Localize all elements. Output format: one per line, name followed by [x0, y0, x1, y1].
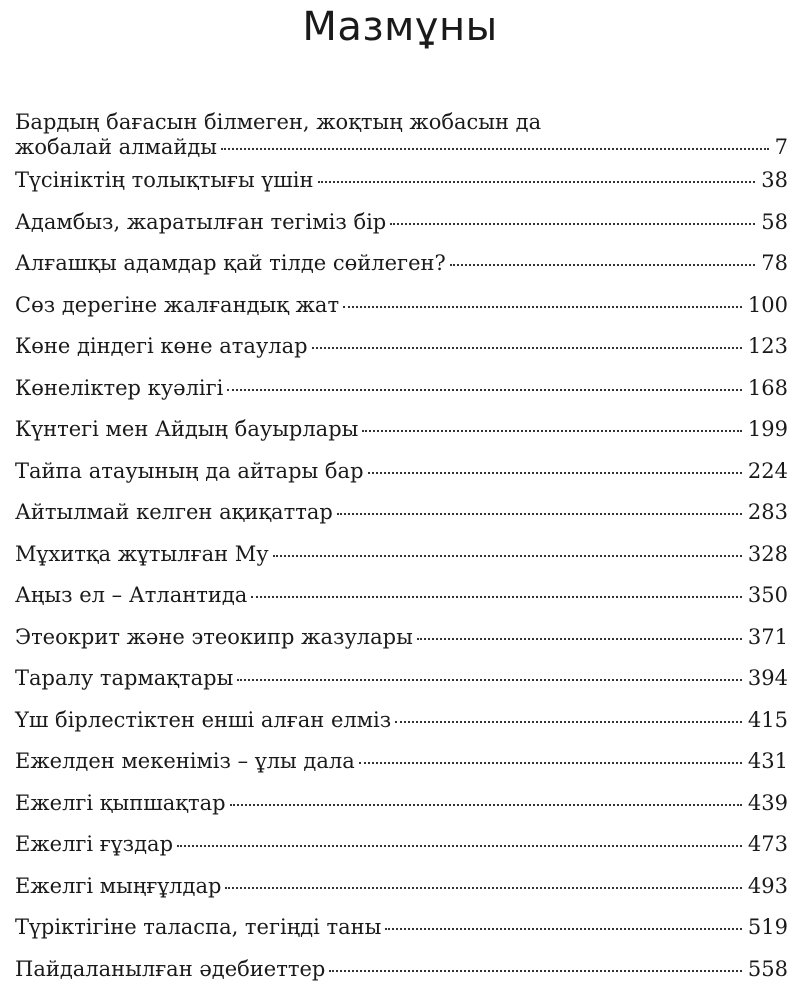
toc-entry-title: Адамбыз, жаратылған тегіміз бір	[15, 209, 387, 234]
toc-entry	[15, 666, 788, 708]
toc-entry	[15, 874, 788, 916]
toc-entry-page: 493	[747, 873, 788, 898]
dot-leader	[251, 596, 742, 598]
dot-leader	[318, 181, 756, 183]
toc-entry-title: Ежелгі мыңғұлдар	[15, 873, 222, 898]
toc-entry	[15, 110, 788, 168]
toc-entry-page: 199	[747, 417, 788, 441]
dot-leader	[273, 555, 742, 557]
toc-entry-page: 473	[747, 832, 788, 856]
toc-entry-page: 283	[747, 500, 788, 524]
dot-leader	[390, 223, 755, 225]
toc-entry-page: 431	[747, 749, 788, 773]
toc-entry-page: 168	[747, 375, 788, 400]
toc-entry-title: Көне діндегі көне атаулар	[15, 334, 308, 358]
toc-entry	[15, 293, 788, 335]
toc-entry-page: 123	[747, 334, 788, 358]
toc-entry-page: 439	[747, 790, 788, 815]
toc-entry-title: Түріктігіне таласпа, тегіңді таны	[15, 915, 382, 939]
toc-entry	[15, 708, 788, 750]
dot-leader	[343, 306, 742, 308]
toc-entry	[15, 210, 788, 252]
toc-entry-page: 224	[747, 458, 788, 483]
dot-leader	[359, 762, 742, 764]
toc-entry	[15, 915, 788, 957]
toc-entry-title: Таралу тармақтары	[15, 666, 234, 690]
dot-leader	[395, 721, 742, 723]
dot-leader	[227, 389, 742, 391]
dot-leader	[417, 638, 742, 640]
dot-leader	[368, 472, 742, 474]
toc-entry-title: Этеокрит және этеокипр жазулары	[15, 624, 413, 649]
toc-entry	[15, 251, 788, 293]
toc-entry-page: 38	[761, 168, 788, 192]
toc-entry-title: Үш бірлестіктен енші алған елміз	[15, 707, 392, 732]
toc-entry-title: Тайпа атауының да айтары бар	[15, 458, 364, 483]
dot-leader	[450, 264, 756, 266]
dot-leader	[221, 148, 769, 150]
dot-leader	[230, 804, 742, 806]
dot-leader	[177, 845, 742, 847]
toc-entry	[15, 376, 788, 418]
toc-entry-page: 58	[761, 209, 788, 234]
toc-entry-page: 558	[747, 956, 788, 981]
toc-entry	[15, 625, 788, 667]
toc-entry-page: 519	[747, 915, 788, 939]
toc-entry-title: Күнтегі мен Айдың бауырлары	[15, 417, 359, 441]
dot-leader	[362, 430, 742, 432]
dot-leader	[337, 513, 742, 515]
dot-leader	[225, 887, 741, 889]
dot-leader	[385, 928, 742, 930]
toc-entry-page: 394	[747, 666, 788, 690]
toc-entry	[15, 957, 788, 999]
toc-entry-title: Алғашқы адамдар қай тілде сөйлеген?	[15, 251, 446, 275]
toc-entry-title: Аңыз ел – Атлантида	[15, 583, 248, 607]
toc-entry	[15, 542, 788, 584]
page-title: Мазмұны	[302, 4, 498, 50]
toc-entry-title: Айтылмай келген ақиқаттар	[15, 500, 333, 524]
toc-entry	[15, 417, 788, 459]
dot-leader	[312, 347, 742, 349]
toc-entry-title: Ежелгі қыпшақтар	[15, 790, 226, 815]
toc-entry-title: Түсініктің толықтығы үшін	[15, 168, 314, 192]
toc-entry	[15, 168, 788, 210]
table-of-contents	[15, 110, 788, 998]
toc-entry-title: Ежелгі ғұздар	[15, 832, 174, 856]
toc-entry	[15, 832, 788, 874]
toc-entry	[15, 334, 788, 376]
dot-leader	[329, 970, 742, 972]
toc-entry	[15, 459, 788, 501]
toc-entry-title: жобалай алмайды	[15, 135, 218, 159]
toc-entry-title: Сөз дерегіне жалғандық жат	[15, 292, 340, 317]
toc-entry-page: 100	[747, 292, 788, 317]
toc-entry-page: 350	[747, 583, 788, 607]
toc-entry	[15, 749, 788, 791]
toc-entry-title: Ежелден мекеніміз – ұлы дала	[15, 749, 355, 773]
toc-entry-title: Мұхитқа жұтылған Му	[15, 541, 269, 566]
toc-entry	[15, 583, 788, 625]
toc-entry-page: 415	[747, 707, 788, 732]
toc-entry	[15, 500, 788, 542]
toc-entry-page: 328	[747, 541, 788, 566]
toc-entry-title: Пайдаланылған әдебиеттер	[15, 956, 326, 981]
dot-leader	[237, 679, 742, 681]
toc-entry-page: 371	[747, 624, 788, 649]
toc-entry	[15, 791, 788, 833]
toc-entry-page: 78	[761, 251, 788, 275]
toc-entry-title-line1: Бардың бағасын білмеген, жоқтың жобасын да	[15, 110, 542, 134]
toc-entry-title: Көнеліктер куәлігі	[15, 375, 224, 400]
toc-entry-page: 7	[774, 135, 788, 159]
